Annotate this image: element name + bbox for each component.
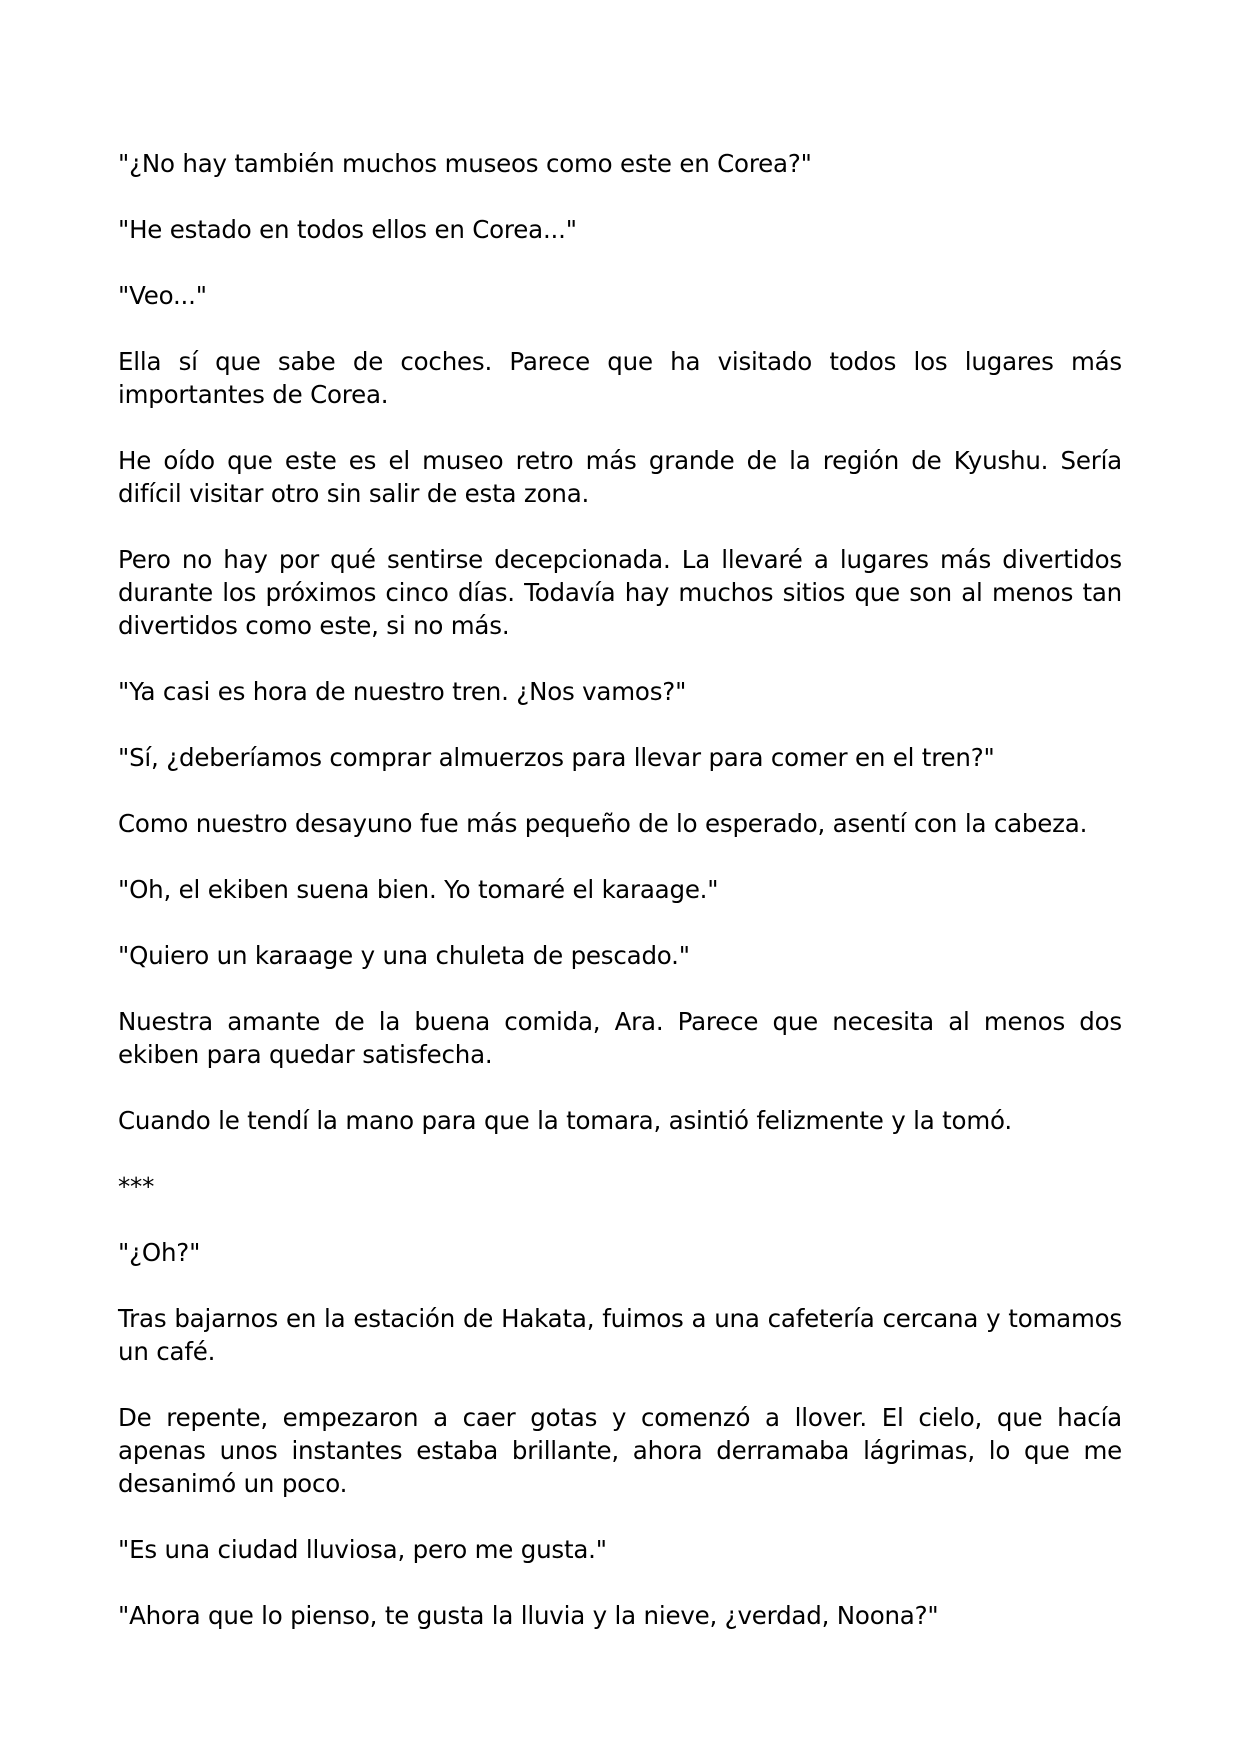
paragraph-17: De repente, empezaron a caer gotas y comenzó a llover. El cielo, que hacía apenas unos instantes estaba brillante, ahora derramaba lágrimas, lo que me desanimó un poco. <box>118 1403 1122 1498</box>
paragraph-12: Nuestra amante de la buena comida, Ara. Parece que necesita al menos dos ekiben para quedar satisfecha. <box>118 1007 1122 1069</box>
scene-break: *** <box>118 1172 155 1201</box>
paragraph-2: "He estado en todos ellos en Corea..." <box>118 215 577 244</box>
paragraph-11: "Quiero un karaage y una chuleta de pescado." <box>118 941 690 970</box>
paragraph-5: He oído que este es el museo retro más grande de la región de Kyushu. Sería difícil visitar otro sin salir de esta zona. <box>118 446 1122 508</box>
paragraph-6: Pero no hay por qué sentirse decepcionada. La llevaré a lugares más divertidos durante los próximos cinco días. Todavía hay muchos sitios que son al menos tan divertidos como este, si no más. <box>118 545 1122 640</box>
paragraph-3: "Veo..." <box>118 281 207 310</box>
paragraph-7: "Ya casi es hora de nuestro tren. ¿Nos vamos?" <box>118 677 687 706</box>
paragraph-19: "Ahora que lo pienso, te gusta la lluvia y la nieve, ¿verdad, Noona?" <box>118 1601 939 1630</box>
paragraph-9: Como nuestro desayuno fue más pequeño de lo esperado, asentí con la cabeza. <box>118 809 1088 838</box>
paragraph-10: "Oh, el ekiben suena bien. Yo tomaré el karaage." <box>118 875 719 904</box>
paragraph-4: Ella sí que sabe de coches. Parece que ha visitado todos los lugares más importantes de Corea. <box>118 347 1122 409</box>
paragraph-18: "Es una ciudad lluviosa, pero me gusta." <box>118 1535 607 1564</box>
paragraph-16: Tras bajarnos en la estación de Hakata, fuimos a una cafetería cercana y tomamos un café. <box>118 1304 1122 1366</box>
paragraph-13: Cuando le tendí la mano para que la tomara, asintió felizmente y la tomó. <box>118 1106 1012 1135</box>
paragraph-8: "Sí, ¿deberíamos comprar almuerzos para llevar para comer en el tren?" <box>118 743 995 772</box>
paragraph-1: "¿No hay también muchos museos como este en Corea?" <box>118 149 812 178</box>
page-body <box>118 147 1122 1665</box>
paragraph-15: "¿Oh?" <box>118 1238 201 1267</box>
